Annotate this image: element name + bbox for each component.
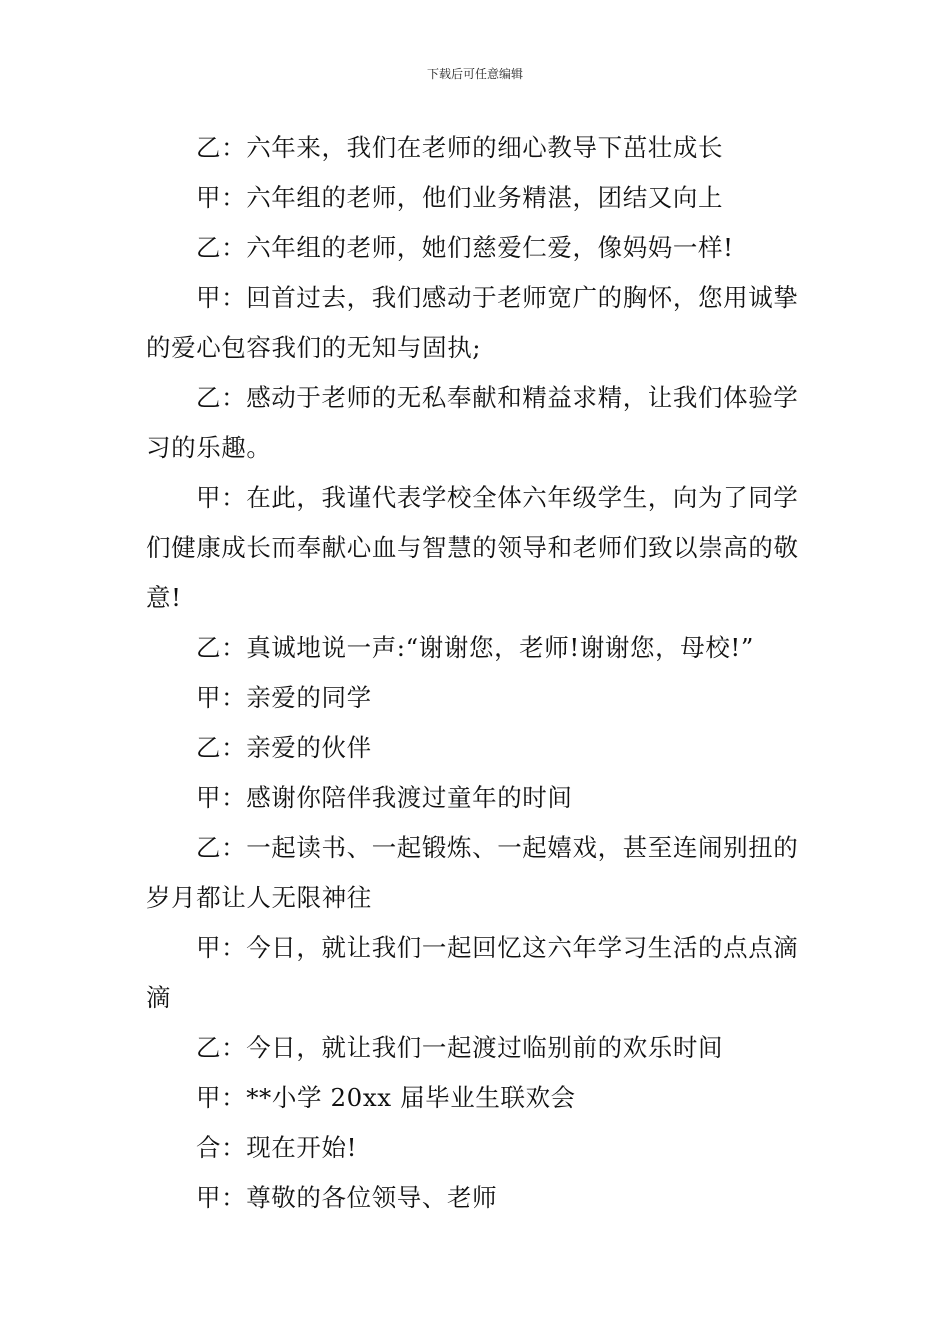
paragraph: 乙：亲爱的伙伴 — [196, 733, 372, 762]
paragraph: 甲：回首过去，我们感动于老师宽广的胸怀，您用诚挚的爱心包容我们的无知与固执; — [146, 283, 799, 362]
paragraph: 甲：尊敬的各位领导、老师 — [196, 1183, 498, 1212]
paragraph: 甲：**小学 20xx 届毕业生联欢会 — [196, 1083, 576, 1112]
paragraph: 乙：感动于老师的无私奉献和精益求精，让我们体验学习的乐趣。 — [146, 383, 799, 462]
paragraph: 甲：感谢你陪伴我渡过童年的时间 — [196, 783, 573, 812]
paragraph: 甲：六年组的老师，他们业务精湛，团结又向上 — [196, 183, 724, 212]
paragraph: 甲：在此，我谨代表学校全体六年级学生，向为了同学们健康成长而奉献心血与智慧的领导和老师们致以崇高的敬意! — [146, 483, 799, 612]
paragraph: 乙：六年来，我们在老师的细心教导下茁壮成长 — [196, 133, 724, 162]
page-header: 下载后可任意编辑 — [426, 67, 523, 81]
paragraph: 合：现在开始! — [196, 1133, 358, 1162]
paragraph: 乙：真诚地说一声:“谢谢您，老师!谢谢您，母校!” — [196, 633, 754, 662]
paragraph: 甲：今日，就让我们一起回忆这六年学习生活的点点滴滴 — [146, 933, 799, 1012]
paragraph: 甲：亲爱的同学 — [196, 683, 372, 712]
paragraph: 乙：今日，就让我们一起渡过临别前的欢乐时间 — [196, 1033, 724, 1062]
document-body — [146, 123, 808, 1223]
paragraph: 乙：六年组的老师，她们慈爱仁爱，像妈妈一样! — [196, 233, 734, 262]
paragraph: 乙：一起读书、一起锻炼、一起嬉戏，甚至连闹别扭的岁月都让人无限神往 — [146, 833, 799, 912]
